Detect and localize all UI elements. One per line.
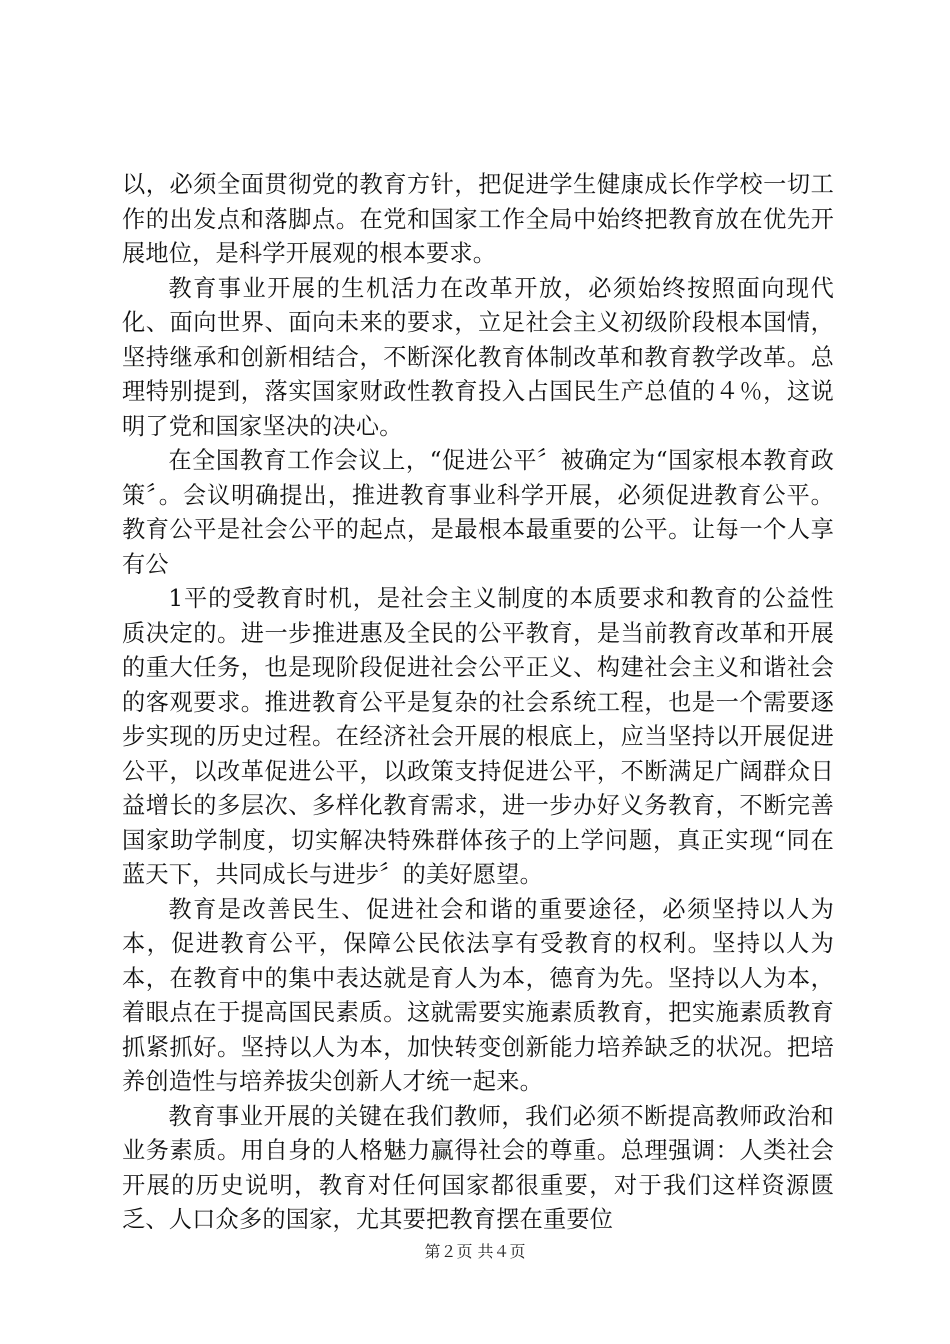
paragraph-4: 1平的受教育时机，是社会主义制度的本质要求和教育的公益性质决定的。进一步推进惠及全民的公平教育，是当前教育改革和开展的重大任务，也是现阶段促进社会公平正义、构建社会主义和谐社会的客观要求。推进教育公平是复杂的社会系统工程，也是一个需要逐步实现的历史过程。在经济社会开展的根底上，应当坚持以开展促进公平，以改革促进公平，以政策支持促进公平，不断满足广阔群众日益增长的多层次、多样化教育需求，进一步办好义务教育，不断完善国家助学制度，切实解决特殊群体孩子的上学问题，真正实现“同在蓝天下，共同成长与进步〞的美好愿望。 [122,585,834,888]
paragraph-3: 在全国教育工作会议上，“促进公平〞被确定为“国家根本教育政策〞。会议明确提出，推进教育事业科学开展，必须促进教育公平。教育公平是社会公平的起点，是最根本最重要的公平。让每一个人享有公 [122,447,834,578]
page-footer [0,1242,950,1262]
paragraph-5: 教育是改善民生、促进社会和谐的重要途径，必须坚持以人为本，促进教育公平，保障公民依法享有受教育的权利。坚持以人为本，在教育中的集中表达就是育人为本，德育为先。坚持以人为本，着眼点在于提高国民素质。这就需要实施素质教育，把实施素质教育抓紧抓好。坚持以人为本，加快转变创新能力培养缺乏的状况。把培养创造性与培养拔尖创新人才统一起来。 [122,895,834,1095]
paragraph-1: 以，必须全面贯彻党的教育方针，把促进学生健康成长作学校一切工作的出发点和落脚点。在党和国家工作全局中始终把教育放在优先开展地位，是科学开展观的根本要求。 [122,171,834,267]
paragraph-2: 教育事业开展的生机活力在改革开放，必须始终按照面向现代化、面向世界、面向未来的要求，立足社会主义初级阶段根本国情，坚持继承和创新相结合，不断深化教育体制改革和教育教学改革。总理特别提到，落实国家财政性教育投入占国民生产总值的４％，这说明了党和国家坚决的决心。 [122,274,834,440]
page-number-label: 第２页 共４页 [424,1242,526,1261]
document-body [122,168,834,1238]
paragraph-6: 教育事业开展的关键在我们教师，我们必须不断提高教师政治和业务素质。用自身的人格魅力赢得社会的尊重。总理强调：人类社会开展的历史说明，教育对任何国家都很重要，对于我们这样资源匮乏、人口众多的国家，尤其要把教育摆在重要位 [122,1102,834,1233]
